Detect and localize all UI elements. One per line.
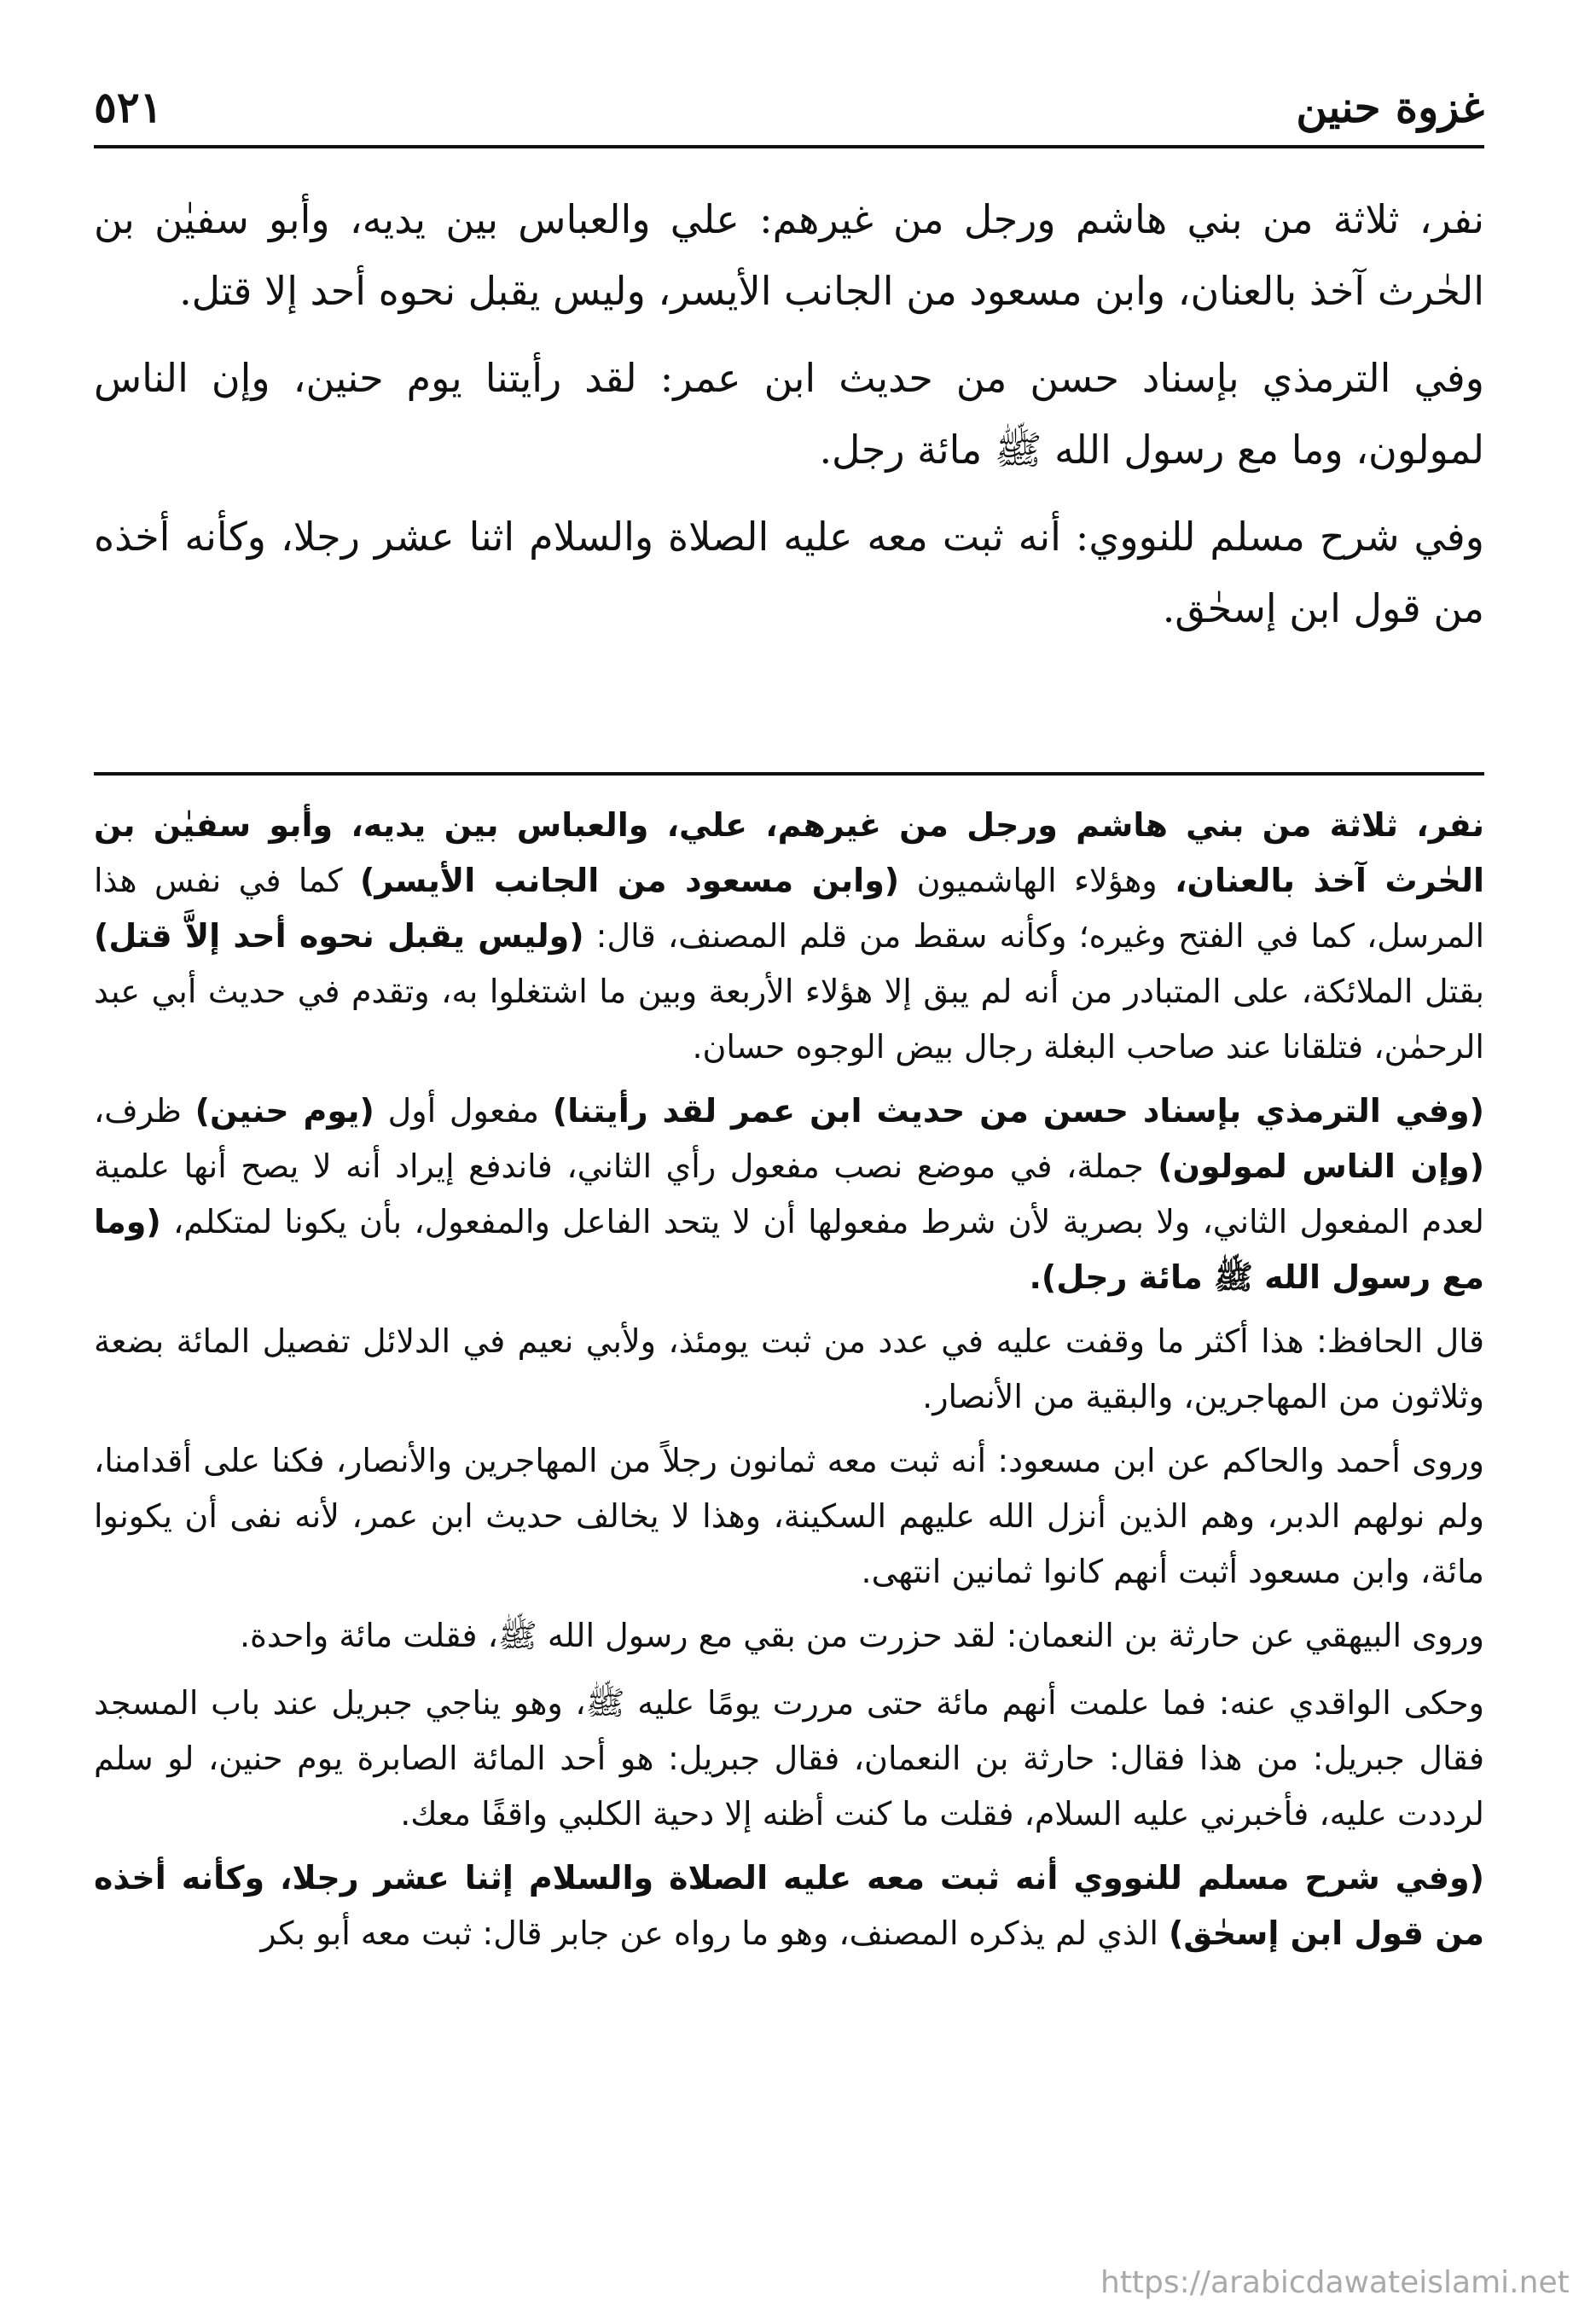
- page-number: ٥٢١: [94, 82, 163, 132]
- running-head: [94, 77, 1484, 148]
- commentary-paragraph: [94, 1850, 1484, 1961]
- quoted-text: (وليس يقبل نحوه أحد إلاَّ قتل): [94, 917, 584, 955]
- quoted-text: (وابن مسعود من الجانب الأيسر): [359, 862, 900, 899]
- main-paragraph: نفر، ثلاثة من بني هاشم ورجل من غيرهم: علي والعباس بين يديه، وأبو سفيٰن بن الحٰرث آخذ بالعنان، وابن مسعود من الجانب الأيسر، وليس يقبل نحوه أحد إلا قتل.: [94, 196, 1484, 314]
- commentary-text: مفعول أول: [374, 1092, 553, 1130]
- commentary-paragraph: وروى أحمد والحاكم عن ابن مسعود: أنه ثبت معه ثمانون رجلاً من المهاجرين والأنصار، فكنا على أقدامنا، ولم نولهم الدبر، وهم الذين أنزل الله عليهم السكينة، وهذا لا يخالف حديث ابن عمر، لأنه نفى أن يكونوا مائة، وابن مسعود أثبت أنهم كانوا ثمانين انتهى.: [94, 1442, 1484, 1590]
- commentary-text: بقتل الملائكة، على المتبادر من أنه لم يبق إلا هؤلاء الأربعة وبين ما اشتغلوا به، وتقدم في حديث أبي عبد الرحمٰن، فتلقانا عند صاحب البغلة رجال بيض الوجوه حسان.: [94, 973, 1484, 1066]
- commentary-text: كما في نفس هذا المرسل، كما في الفتح وغيره؛ وكأنه سقط من قلم المصنف، قال:: [94, 862, 1484, 955]
- chapter-title: غزوة حنين: [1296, 82, 1484, 132]
- book-page: [94, 77, 1484, 2261]
- watermark-url: https://arabicdawateislami.net: [1100, 2265, 1570, 2300]
- quoted-text: (يوم حنين): [194, 1092, 374, 1130]
- commentary-paragraph: قال الحافظ: هذا أكثر ما وقفت عليه في عدد من ثبت يومئذ، ولأبي نعيم في الدلائل تفصيل المائة بضعة وثلاثون من المهاجرين، والبقية من الأنصار.: [94, 1322, 1484, 1415]
- quoted-text: (وفي الترمذي بإسناد حسن من حديث ابن عمر لقد رأيتنا): [552, 1092, 1485, 1130]
- main-paragraph: وفي الترمذي بإسناد حسن من حديث ابن عمر: لقد رأيتنا يوم حنين، وإن الناس لمولون، وما مع رسول الله ﷺ مائة رجل.: [94, 355, 1484, 473]
- commentary-text: وهؤلاء الهاشميون: [899, 862, 1175, 899]
- commentary-paragraph: وحكى الواقدي عنه: فما علمت أنهم مائة حتى مررت يومًا عليه ﷺ، وهو يناجي جبريل عند باب المسجد فقال جبريل: من هذا فقال: حارثة بن النعمان، فقال جبريل: هو أحد المائة الصابرة يوم حنين، لو سلم لرددت عليه، فأخبرني عليه السلام، فقلت ما كنت أظنه إلا دحية الكلبي واقفًا معك.: [94, 1684, 1484, 1833]
- commentary-text: الذي لم يذكره المصنف، وهو ما رواه عن جابر قال: ثبت معه أبو بكر: [260, 1914, 1170, 1952]
- commentary-paragraph: وروى البيهقي عن حارثة بن النعمان: لقد حزرت من بقي مع رسول الله ﷺ، فقلت مائة واحدة.: [239, 1617, 1484, 1654]
- commentary: [94, 798, 1484, 2240]
- main-paragraph: وفي شرح مسلم للنووي: أنه ثبت معه عليه الصلاة والسلام اثنا عشر رجلا، وكأنه أخذه من قول ابن إسحٰق.: [94, 514, 1484, 631]
- commentary-paragraph: [94, 1084, 1484, 1305]
- quoted-text: نفر، ثلاثة من بني هاشم ورجل من غيرهم، علي، والعباس بين يديه، وأبو سفيٰن بن الحٰرث آخذ بالعنان،: [94, 806, 1485, 899]
- quoted-text: (وما مع رسول الله ﷺ مائة رجل).: [94, 1203, 1484, 1296]
- commentary-text: ظرف،: [94, 1092, 195, 1130]
- commentary-divider: [94, 772, 1484, 776]
- main-text: [94, 183, 1484, 738]
- quoted-text: (وإن الناس لمولون): [1158, 1147, 1484, 1185]
- commentary-paragraph: [94, 798, 1484, 1075]
- commentary-text: جملة، في موضع نصب مفعول رأي الثاني، فاندفع إيراد أنه لا يصح أنها علمية لعدم المفعول الثاني، ولا بصرية لأن شرط مفعولها أن لا يتحد الفاعل والمفعول، بأن يكونا لمتكلم،: [94, 1147, 1484, 1240]
- quoted-text: (وفي شرح مسلم للنووي أنه ثبت معه عليه الصلاة والسلام إثنا عشر رجلا، وكأنه أخذه من قول ابن إسحٰق): [94, 1859, 1484, 1952]
